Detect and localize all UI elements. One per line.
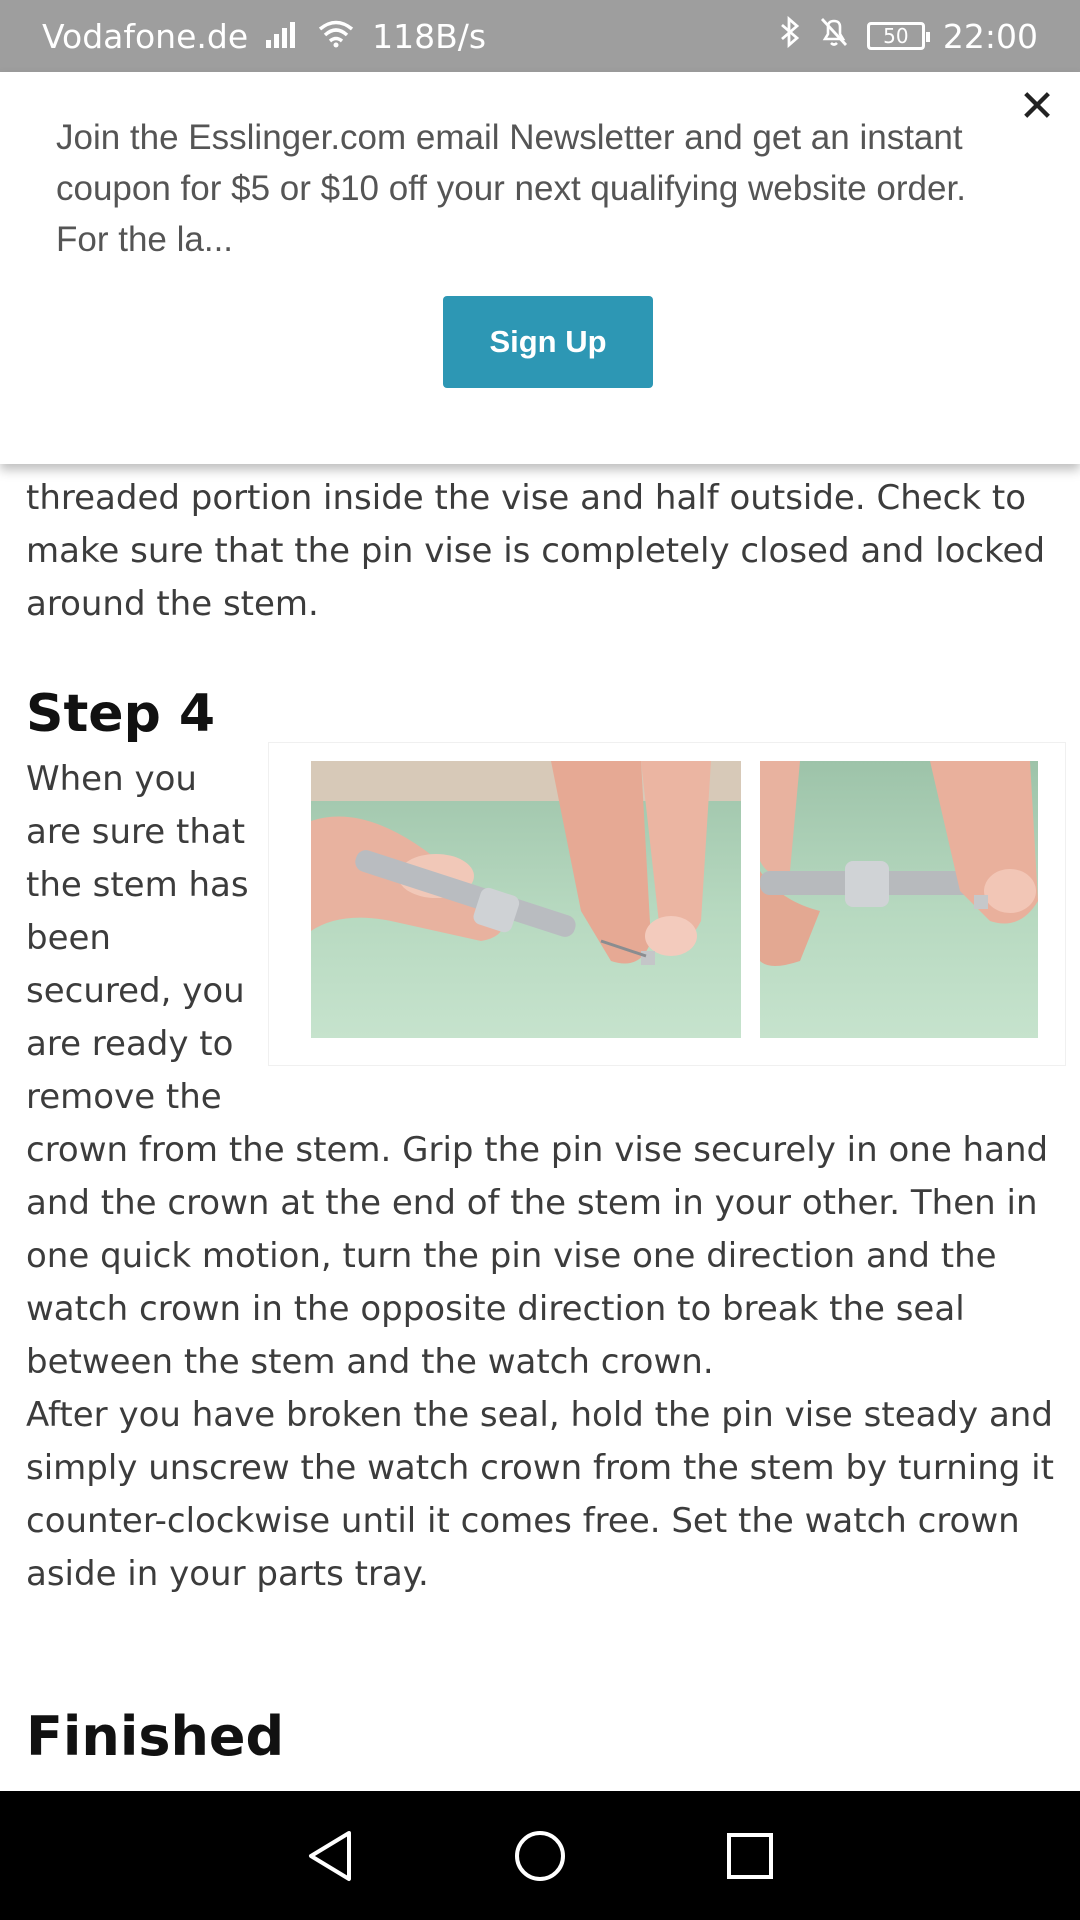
status-left <box>42 17 486 56</box>
step4-text: crown from the stem. Grip the pin vise securely in one hand and the crown at the end of the stem in your other. Then in one quick motion, turn the pin vise one direction and the watch crown in the opposite direction to break the seal between the stem and the watch crown. <box>26 1130 1049 1382</box>
step4-line: are ready to <box>26 1024 234 1064</box>
signal-icon <box>264 17 300 56</box>
step4-heading: Step 4 <box>26 684 216 744</box>
step4-photo-left <box>311 761 741 1038</box>
close-icon[interactable]: ✕ <box>1018 82 1056 131</box>
wifi-icon <box>316 17 356 56</box>
bluetooth-icon <box>779 16 801 56</box>
system-nav-bar <box>0 1791 1080 1920</box>
popup-message: Join the Esslinger.com email Newsletter and get an instant coupon for $5 or $10 off your next qualifying website order. For the la... <box>56 118 966 259</box>
clock: 22:00 <box>942 16 1038 56</box>
step4-line: secured, you <box>26 971 245 1011</box>
sign-up-button[interactable]: Sign Up <box>443 296 653 388</box>
status-right <box>779 16 1038 56</box>
carrier-name: Vodafone.de <box>42 16 249 56</box>
step4-narrow-text <box>26 753 266 1124</box>
newsletter-popup <box>0 72 1080 464</box>
step4-text-2: After you have broken the seal, hold the pin vise steady and simply unscrew the watch crown from the stem by turning it counter-clockwise until it comes free. Set the watch crown aside in your parts tray. <box>26 1395 1054 1594</box>
step4-line: been <box>26 918 111 958</box>
network-speed: 118B/s <box>372 16 487 56</box>
step4-line: the stem has <box>26 865 249 905</box>
finished-heading: Finished <box>26 1705 285 1768</box>
step4-image-frame <box>268 742 1066 1066</box>
step4-line: are sure that <box>26 812 246 852</box>
step4-photo-right <box>760 761 1038 1038</box>
step4-line: remove the <box>26 1077 222 1117</box>
back-icon[interactable] <box>300 1826 360 1886</box>
recents-icon[interactable] <box>720 1826 780 1886</box>
bell-off-icon <box>819 16 849 56</box>
status-bar <box>0 0 1080 72</box>
home-icon[interactable] <box>510 1826 570 1886</box>
step4-line: When you <box>26 759 197 799</box>
step3-text: threaded portion inside the vise and half outside. Check to make sure that the pin vise is completely closed and locked around the stem. <box>26 478 1046 624</box>
battery-icon: 50 <box>867 22 925 50</box>
